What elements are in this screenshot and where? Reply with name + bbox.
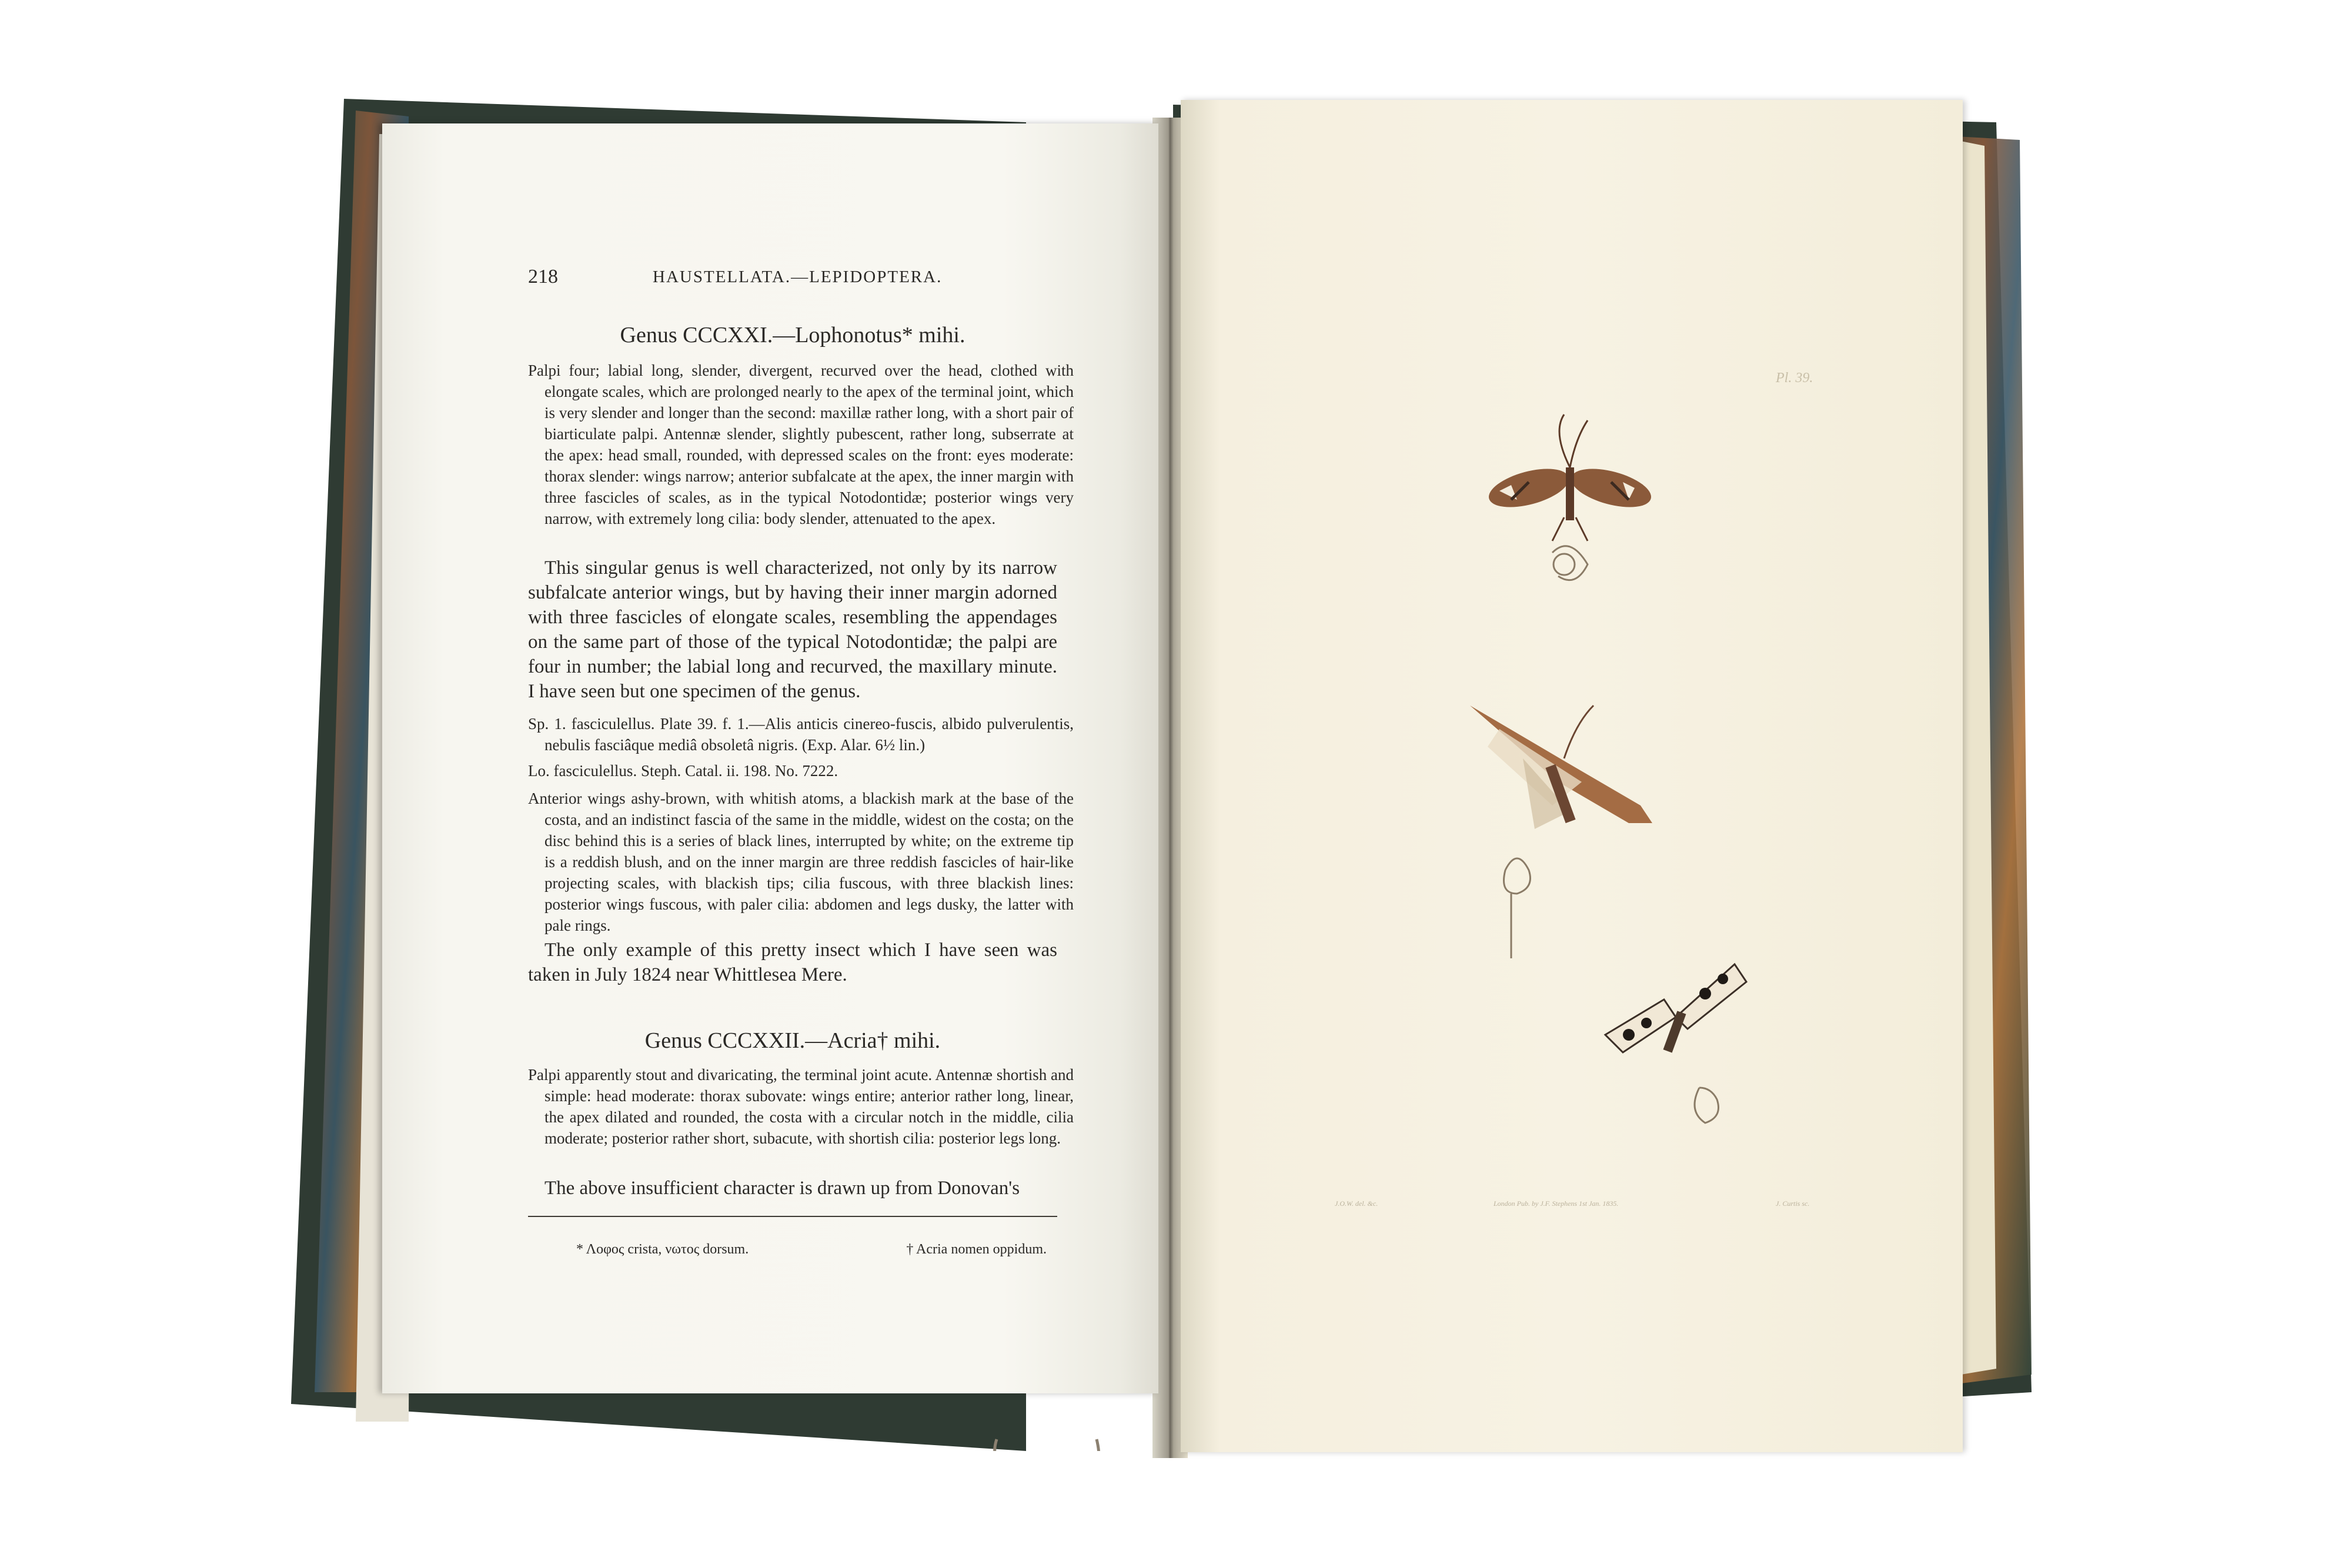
genus-1-remarks: This singular genus is well characterized, not only by its narrow subfalcate anterior wings, but by having their inner margin adorned with three fascicles of elongate scales, resembling the appendages on the same part of those of the typical Notodontidæ; the palpi are four in number; the labial long and recurved, the maxillary minute. I have seen but one specimen of the genus. [528, 557, 1057, 702]
plate-number: Pl. 39. [1776, 370, 1813, 386]
plate-caption-engraver: J. Curtis sc. [1776, 1199, 1810, 1208]
footnote-rule [528, 1216, 1057, 1217]
footnote-1: * Λοφος crista, νωτος dorsum. [576, 1242, 749, 1257]
species-remarks: The only example of this pretty insect which I have seen was taken in July 1824 near Whittlesea Mere. [528, 940, 1057, 985]
running-head: HAUSTELLATA.—LEPIDOPTERA. [653, 268, 943, 286]
page-number: 218 [528, 266, 558, 287]
plate-caption-artist: J.O.W. del. &c. [1335, 1199, 1378, 1208]
synonym-line: Lo. fasciculellus. Steph. Catal. ii. 198. No. 7222. [528, 762, 838, 780]
genus-2-remarks: The above insufficient character is drawn up from Donovan's [544, 1178, 1020, 1199]
species-line: Sp. 1. fasciculellus. Plate 39. f. 1.—Alis anticis cinereo-fuscis, albido pulverulentis, nebulis fasciâque mediâ obsoletâ nigris. (Exp. Alar. 6½ lin.) [528, 715, 1074, 754]
figure-1-moth [1482, 412, 1658, 600]
species-description: Anterior wings ashy-brown, with whitish atoms, a blackish mark at the base of the costa, and an indistinct fascia of the same in the middle, widest on the costa; on the disc behind this is a series of black lines, interrupted by white; on the extreme tip is a reddish blush, and on the inner margin are three reddish fascicles of hair-like projecting scales, with blackish tips; cilia fuscous, with three blackish lines: posterior wings fuscous, with paler cilia: abdomen and legs dusky, the latter with pale rings. [528, 790, 1074, 934]
left-page [382, 123, 1158, 1393]
footnote-2: † Acria nomen oppidum. [906, 1242, 1047, 1257]
genus-2-title: Genus CCCXXII.—Acria† mihi. [644, 1028, 941, 1053]
figure-3-moth [1599, 952, 1752, 1141]
genus-1-title: Genus CCCXXI.—Lophonotus* mihi. [620, 323, 965, 347]
footnotes [576, 1242, 1047, 1258]
plate-caption-publisher: London Pub. by J.F. Stephens 1st Jan. 1835. [1494, 1199, 1619, 1208]
figure-2-moth [1464, 694, 1676, 976]
genus-1-description: Palpi four; labial long, slender, divergent, recurved over the head, clothed with elongate scales, which are prolonged nearly to the apex of the terminal joint, which is very slender and longer than the second: maxillæ rather long, with a short pair of biarticulate palpi. Antennæ slender, slightly pubescent, rather long, subserrate at the apex: head small, rounded, with depressed scales on the front: eyes moderate: thorax slender: wings narrow; anterior subfalcate at the apex, the inner margin with three fascicles of scales, as in the typical Notodontidæ; posterior wings very narrow, with extremely long cilia: body slender, attenuated to the apex. [528, 362, 1074, 527]
genus-2-description: Palpi apparently stout and divaricating, the terminal joint acute. Antennæ shortish and simple: head moderate: thorax subovate: wings entire; anterior rather long, linear, the apex dilated and rounded, the costa with a circular notch in the middle, cilia moderate; posterior rather short, subacute, with shortish cilia: posterior legs long. [528, 1066, 1074, 1147]
